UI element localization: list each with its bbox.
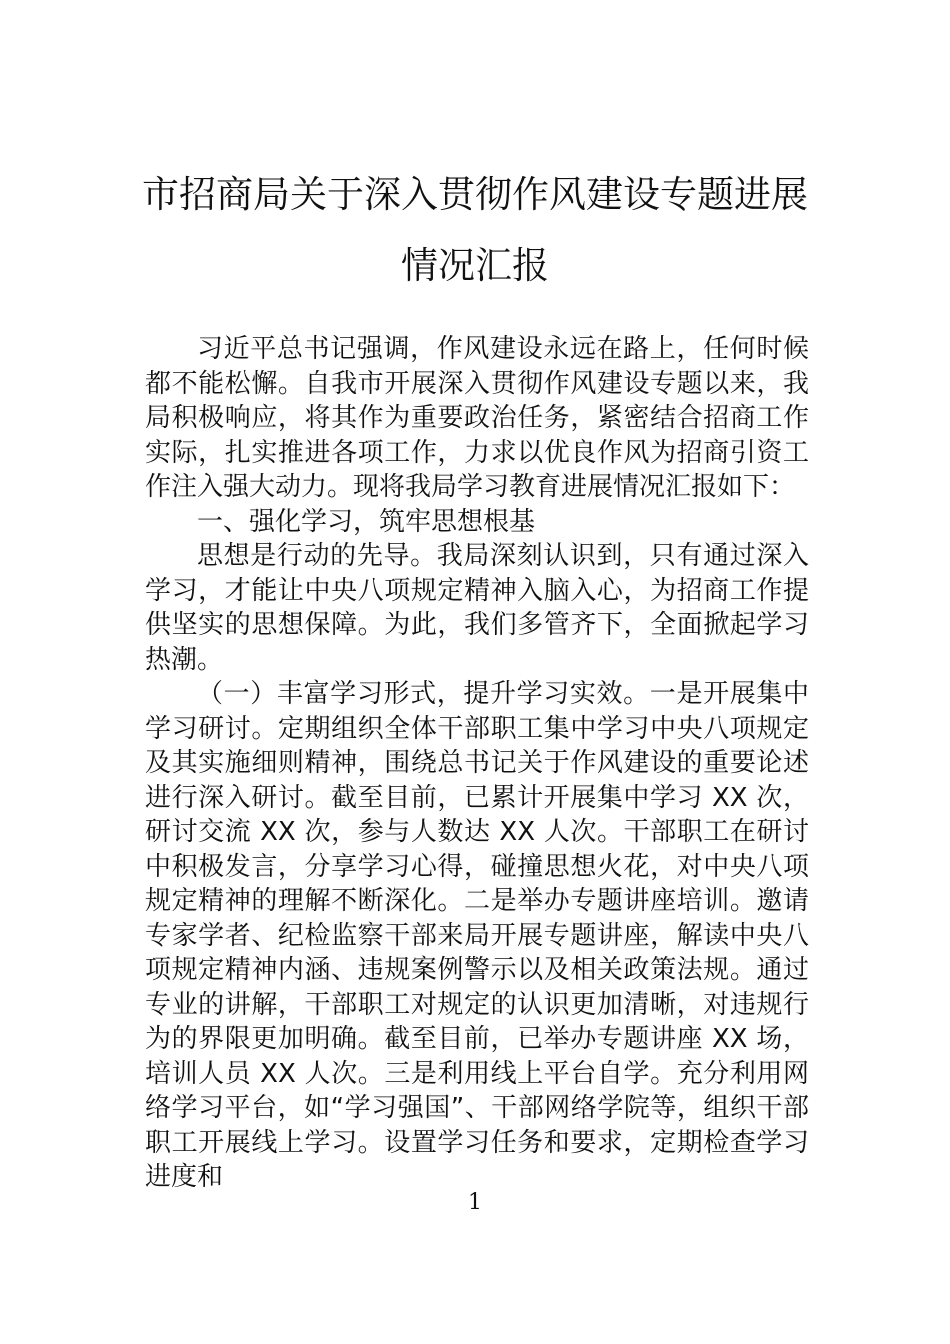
section-1-paragraph: 思想是行动的先导。我局深刻认识到，只有通过深入学习，才能让中央八项规定精神入脑入心，为招商工作提供坚实的思想保障。为此，我们多管齐下，全面掀起学习热潮。	[145, 541, 809, 675]
page-number: 1	[468, 1190, 482, 1215]
document-body	[145, 332, 809, 1195]
intro-paragraph: 习近平总书记强调，作风建设永远在路上，任何时候都不能松懈。自我市开展深入贯彻作风建设专题以来，我局积极响应，将其作为重要政治任务，紧密结合招商工作实际，扎实推进各项工作，力求以优良作风为招商引资工作注入强大动力。现将我局学习教育进展情况汇报如下：	[145, 334, 809, 502]
document-title-line-1: 市招商局关于深入贯彻作风建设专题进展	[142, 173, 808, 216]
subsection-1-paragraph: （一）丰富学习形式，提升学习实效。一是开展集中学习研讨。定期组织全体干部职工集中学习中央八项规定及其实施细则精神，围绕总书记关于作风建设的重要论述进行深入研讨。截至目前，已累计开展集中学习 XX 次，研讨交流 XX 次，参与人数达 XX 人次。干部职工在研讨中积极发言，分享学习心得，碰撞思想火花，对中央八项规定精神的理解不断深化。二是举办专题讲座培训。邀请专家学者、纪检监察干部来局开展专题讲座，解读中央八项规定精神内涵、违规案例警示以及相关政策法规。通过专业的讲解，干部职工对规定的认识更加清晰，对违规行为的界限更加明确。截至目前，已举办专题讲座 XX 场，培训人员 XX 人次。三是利用线上平台自学。充分利用网络学习平台，如“学习强国”、干部网络学院等，组织干部职工开展线上学习。设置学习任务和要求，定期检查学习进度和	[145, 679, 809, 1192]
document-title-line-2: 情况汇报	[401, 244, 549, 287]
section-heading-1: 一、强化学习，筑牢思想根基	[197, 506, 536, 537]
